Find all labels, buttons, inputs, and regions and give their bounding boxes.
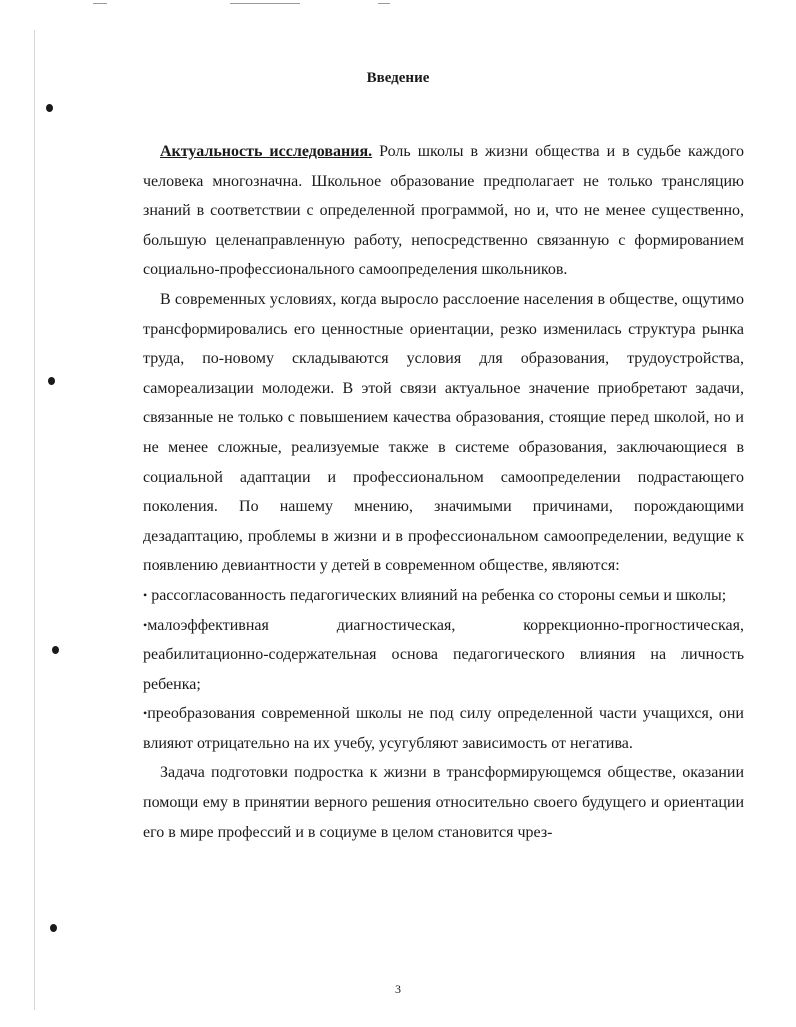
paragraph: Задача подготовки подростка к жизни в трансформирующемся обществе, оказании помощи ему в принятии верного решения относительно своего будущего и ориентации его в мире профессий и в социуме в целом становится чрез- xyxy=(143,764,744,841)
bullet-icon: • xyxy=(143,706,148,721)
list-item xyxy=(143,699,744,758)
bullet-icon: • xyxy=(143,587,148,602)
scan-artifact-line xyxy=(93,3,107,4)
scan-edge-line xyxy=(34,30,35,1010)
scan-artifact-line xyxy=(378,3,390,4)
scan-artifact-line xyxy=(230,3,300,4)
punch-hole-mark xyxy=(46,104,53,112)
paragraph-relevance xyxy=(143,137,744,285)
paragraph: В современных условиях, когда выросло расслоение населения в обществе, ощутимо трансформировались его ценностные ориентации, резко изменилась структура рынка труда, по-новому складываются условия для образования, трудоустройства, самореализации молодежи. В этой связи актуальное значение приобретают задачи, связанные не только с повышением качества образования, стоящие перед школой, но и не менее сложные, реализуемые также в системе образования, заключающиеся в социальной адаптации и профессиональном самоопределении подрастающего поколения. По нашему мнению, значимыми причинами, порождающими дезадаптацию, проблемы в жизни и в профессиональном самоопределении, ведущие к появлению девиантности у детей в современном обществе, являются: xyxy=(143,290,744,575)
list-item-text: малоэффективная диагностическая, коррекционно-прогностическая, реабилитационно-содержательная основа педагогического влияния на личность ребенка; xyxy=(143,616,744,693)
page-title: Введение xyxy=(366,70,430,86)
punch-hole-mark xyxy=(52,646,59,654)
list-item xyxy=(143,581,744,611)
list-item-text: рассогласованность педагогических влияний на ребенка со стороны семьи и школы; xyxy=(151,586,727,604)
list-item-text: преобразования современной школы не под силу определенной части учащихся, они влияют отрицательно на их учебу, усугубляют зависимость от негатива. xyxy=(143,705,744,752)
page-number: 3 xyxy=(395,982,401,996)
list-item xyxy=(143,611,744,700)
paragraph-text: Роль школы в жизни общества и в судьбе каждого человека многозначна. Школьное образование предполагает не только трансляцию знаний в соответствии с определенной программой, но и, что не менее существенно, большую целенаправленную работу, непосредственно связанную с формированием социально-профессионального самоопределения школьников. xyxy=(143,143,744,279)
punch-hole-mark xyxy=(48,377,55,385)
relevance-heading: Актуальность исследования. xyxy=(160,143,373,160)
punch-hole-mark xyxy=(50,924,57,932)
document-body xyxy=(143,137,744,847)
bullet-icon: • xyxy=(143,617,148,632)
